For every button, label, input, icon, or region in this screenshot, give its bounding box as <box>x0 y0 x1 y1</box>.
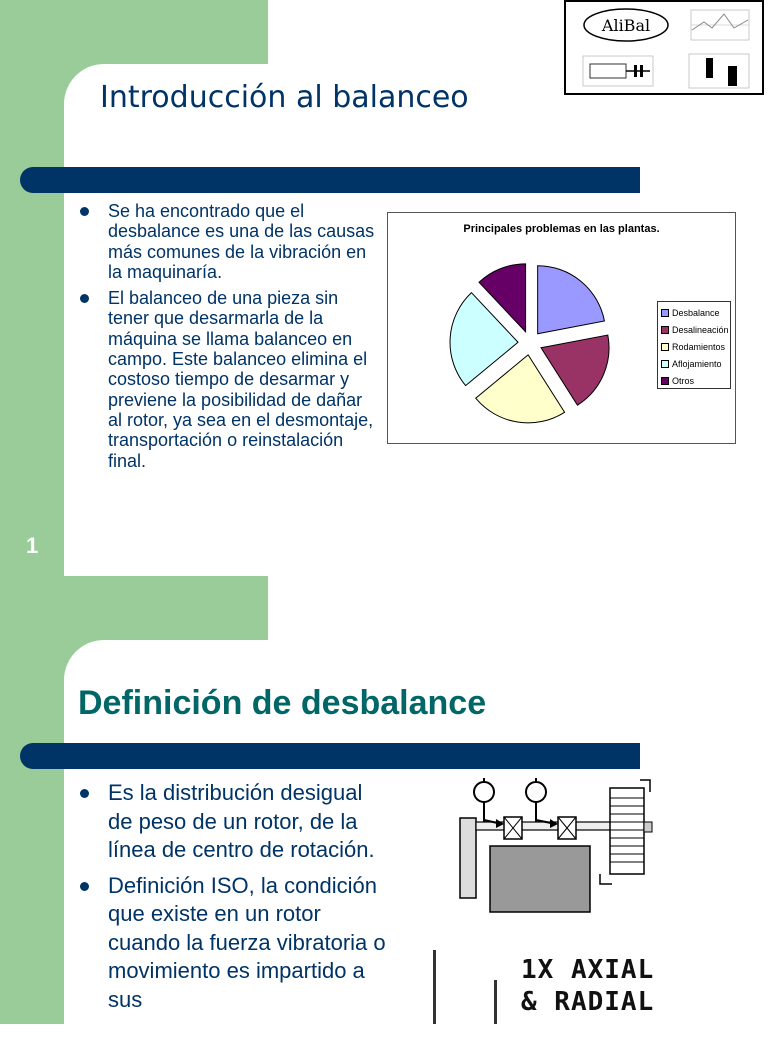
legend-label: Otros <box>672 375 695 386</box>
gauge-icon <box>474 778 494 822</box>
legend-item <box>661 372 727 389</box>
alibal-logo <box>564 0 764 95</box>
slide-2-title: Definición de desbalance <box>78 684 487 722</box>
chart-title: Principales problemas en las plantas. <box>463 223 660 235</box>
slide-1-title: Introducción al balanceo <box>100 80 469 115</box>
bullet-item: El balanceo de una pieza sin tener que desarmarla de la máquina se llama balanceo en campo. Este balanceo elimina el costoso tiempo de desarmar y previene la posibilidad de dañar al rotor, ya sea en el desmontaje, transportación o reinstalación final. <box>78 288 378 471</box>
legend-label: Aflojamiento <box>672 358 722 369</box>
slide-2-bullet-list <box>78 779 388 1021</box>
pie-svg <box>388 213 648 443</box>
legend-item <box>661 355 727 372</box>
bullet-item: Es la distribución desigual de peso de un rotor, de la línea de centro de rotación. <box>78 779 388 865</box>
logo-text: AliBal <box>601 16 651 35</box>
fan-rotor <box>610 788 644 874</box>
page-number: 1 <box>26 533 39 558</box>
legend-swatch <box>661 309 669 317</box>
title-underline-bar <box>20 743 640 769</box>
legend-swatch <box>661 360 669 368</box>
legend-item <box>661 338 727 355</box>
bars-icon <box>689 54 749 88</box>
shaft-icon <box>583 56 653 86</box>
legend-label: Desalineación <box>672 324 729 335</box>
axial-radial-diagram <box>425 950 725 1024</box>
legend-label: Desbalance <box>672 307 720 318</box>
coupling-disc <box>460 818 476 898</box>
gauge-icon <box>526 778 546 822</box>
motor-housing <box>490 846 590 912</box>
title-underline-bar <box>20 167 640 193</box>
pie-slice-desbalance <box>538 266 605 334</box>
pie-chart <box>387 212 736 444</box>
axial-radial-label: 1X AXIAL & RADIAL <box>521 955 655 1017</box>
legend-item <box>661 304 727 321</box>
bullet-item: Se ha encontrado que el desbalance es una de las causas más comunes de la vibración en la maquinaría. <box>78 201 378 282</box>
rotor-machine-diagram <box>450 770 660 925</box>
legend-swatch <box>661 377 669 385</box>
waveform-icon <box>691 10 749 40</box>
legend-item <box>661 321 727 338</box>
legend-swatch <box>661 343 669 351</box>
bullet-item: Definición ISO, la condición que existe en un rotor cuando la fuerza vibratoria o movimiento es impartido a sus <box>78 872 388 1015</box>
chart-legend <box>657 301 731 389</box>
legend-swatch <box>661 326 669 334</box>
legend-label: Rodamientos <box>672 341 726 352</box>
slide-1-bullet-list <box>78 201 378 477</box>
